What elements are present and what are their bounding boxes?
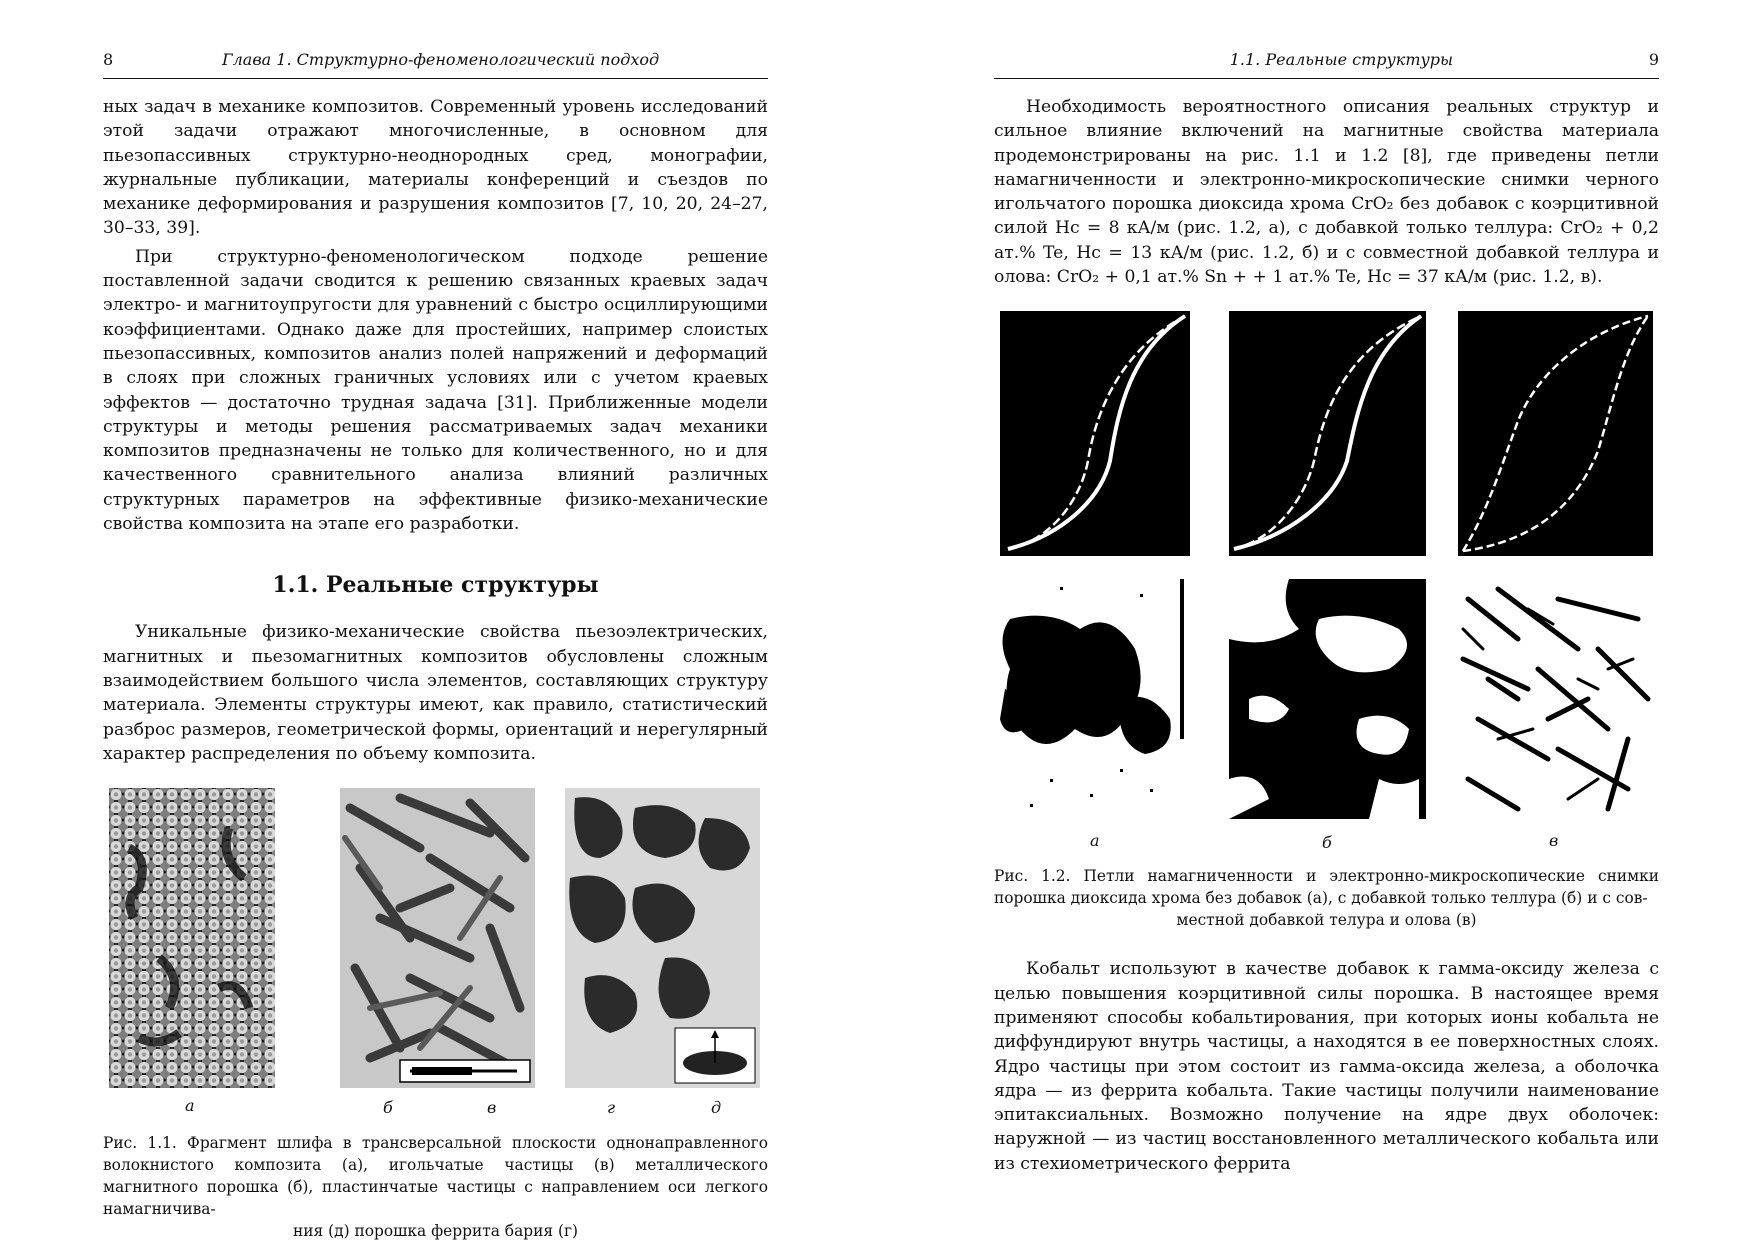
micrograph-b-graphic — [1229, 579, 1426, 819]
figure-1-2-caption-end: местной добавкой телура и олова (в) — [1176, 911, 1477, 930]
micrograph-v-graphic — [1458, 579, 1653, 819]
right-running-title: 1.1. Реальные структуры — [1229, 50, 1454, 69]
hysteresis-loop-v — [1458, 311, 1653, 556]
figure-1-1-caption — [103, 1132, 768, 1242]
micrograph-a — [1000, 579, 1190, 819]
left-paragraph-1: ных задач в механике композитов. Современный уровень исследований этой задачи отражают многочисленные, в основном для пьезопассивных структурно-неоднородных сред, монографии, журнальные публикации, материалы конференций и съездов по механике деформирования и разрушения композитов [7, 10, 20, 24–27, 30–33, 39]. — [103, 97, 768, 239]
fig1-2-label-a: а — [1090, 831, 1100, 851]
figure-1-2-caption-main: Рис. 1.2. Петли намагниченности и электронно-микроскопические снимки порошка диоксида хрома без добавок (а), с добавкой только теллура (б) и с сов- — [994, 867, 1659, 908]
fig1-2-label-v: в — [1549, 831, 1559, 851]
section-heading: 1.1. Реальные структуры — [272, 572, 599, 599]
barium-ferrite-graphic — [565, 788, 760, 1088]
fig1-1-label-v: в — [487, 1098, 497, 1118]
hysteresis-loop-a-graphic — [1000, 311, 1190, 556]
fig1-1-label-g: г — [607, 1098, 616, 1118]
fig1-1-label-d: д — [711, 1098, 722, 1118]
hysteresis-loop-a — [1000, 311, 1190, 556]
section-paragraph: Уникальные физико-механические свойства пьезоэлектрических, магнитных и пьезомагнитных композитов обусловлены сложным взаимодействием большого числа элементов, составляющих структуру материала. Элементы структуры имеют, как правило, статистический разброс размеров, геометрической формы, ориентаций и нерегулярный характер распределения по объему композита. — [103, 622, 768, 764]
left-page — [103, 50, 768, 1242]
figure-1-1 — [103, 788, 768, 1118]
left-running-title: Глава 1. Структурно-феноменологический подход — [222, 50, 660, 69]
left-paragraph-2: При структурно-феноменологическом подходе решение поставленной задачи сводится к решению связанных краевых задач электро- и магнитоупругости для уравнений с быстро осциллирующими коэффициентами. Однако даже для простейших, например слоистых пьезопассивных, композитов анализ полей напряжений и деформаций в слоях при сложных граничных условиях или с учетом краевых эффектов — достаточно трудная задача [31]. Приближенные модели структуры и методы решения рассматриваемых задач механики композитов предназначены не только для количественного, но и для качественного сравнительного анализа влияний различных структурных параметров на эффективные физико-механические свойства композита на этапе его разработки. — [103, 246, 768, 535]
micrograph-b — [1229, 579, 1426, 819]
left-page-number: 8 — [103, 50, 114, 69]
right-paragraph-2: Кобальт используют в качестве добавок к гамма-оксиду железа с целью повышения коэрцитивной силы порошка. В настоящее время применяют способы кобальтирования, при которых ионы кобальта не диффундируют внутрь частицы, а находятся в ее поверхностных слоях. Ядро частицы при этом состоит из гамма-оксида железа, а оболочка ядра — из феррита кобальта. Такие частицы получили наименование эпитаксиальных. Возможно получение на ядре двух оболочек: наружной — из частиц восстановленного металлического кобальта или из стехиометрического феррита — [994, 959, 1659, 1174]
micrograph-a-graphic — [1000, 579, 1190, 819]
right-paragraph-1: Необходимость вероятностного описания реальных структур и сильное влияние включений на магнитные свойства материала продемонстрированы на рис. 1.1 и 1.2 [8], где приведены петли намагниченности и электронно-микроскопические снимки черного игольчатого порошка диоксида хрома CrO₂ без добавок с коэрцитивной силой Hc = 8 кА/м (рис. 1.2, а), с добавкой только теллура: CrO₂ + 0,2 ат.% Te, Hc = 13 кА/м (рис. 1.2, б) и с совместной добавкой теллура и олова: CrO₂ + 0,1 ат.% Sn + + 1 ат.% Te, Hc = 37 кА/м (рис. 1.2, в). — [994, 97, 1659, 288]
hysteresis-loop-b-graphic — [1229, 311, 1426, 556]
figure-1-2-caption — [994, 865, 1659, 931]
fig1-1-label-a: а — [185, 1096, 195, 1116]
left-running-head — [103, 50, 768, 79]
acicular-particles-micrograph — [340, 788, 535, 1088]
figure-1-1-caption-main: Рис. 1.1. Фрагмент шлифа в трансверсальной плоскости однонаправленного волокнистого композита (а), игольчатые частицы (в) металлического магнитного порошка (б), пластинчатые частицы с направлением оси легкого намагничива- — [103, 1134, 768, 1219]
hysteresis-loop-b — [1229, 311, 1426, 556]
right-page-number: 9 — [1648, 50, 1659, 69]
figure-1-2 — [994, 311, 1659, 851]
fig1-2-label-b: б — [1322, 833, 1332, 853]
hysteresis-loop-v-graphic — [1458, 311, 1653, 556]
fiber-composite-graphic — [109, 788, 275, 1088]
micrograph-v — [1458, 579, 1653, 819]
acicular-particles-graphic — [340, 788, 535, 1088]
barium-ferrite-micrograph — [565, 788, 760, 1088]
right-running-head — [994, 50, 1659, 79]
right-page — [994, 50, 1659, 1176]
figure-1-1-caption-end: ния (д) порошка феррита бария (г) — [292, 1222, 579, 1241]
fiber-composite-micrograph — [109, 788, 275, 1088]
fig1-1-label-b: б — [383, 1098, 393, 1118]
